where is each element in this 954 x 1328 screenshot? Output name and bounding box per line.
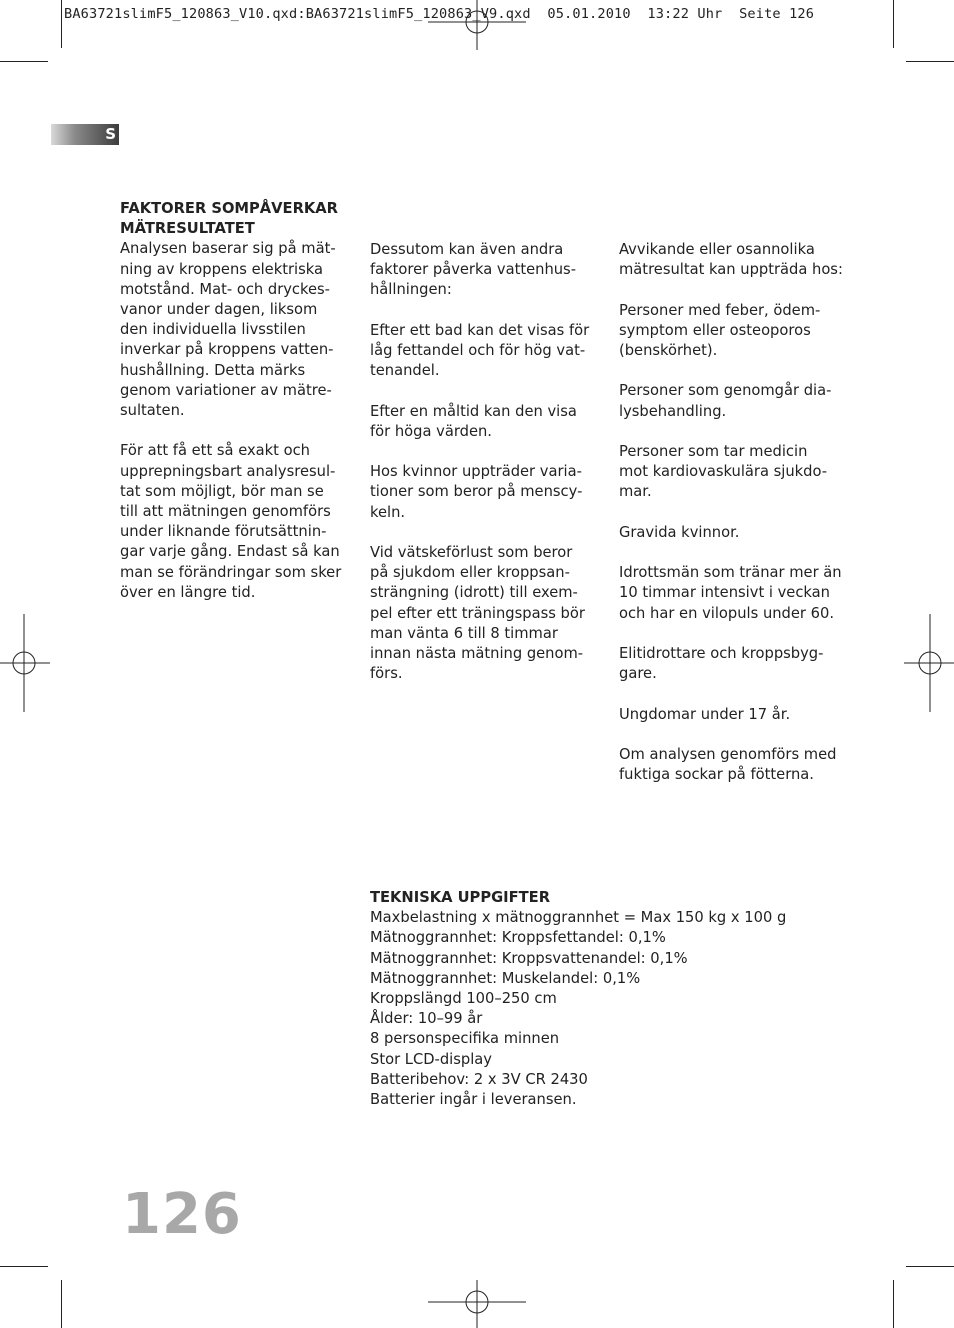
column-3 [619,240,859,806]
column-1 [120,199,350,623]
spec-line: Mätnoggrannhet: Kroppsfettandel: 0,1% [370,929,666,947]
column-2 [370,240,605,705]
technical-specs [370,888,850,1110]
paragraph: Avvikande eller osannolika mätresultat kan uppträda hos: [619,241,843,279]
registration-mark-right [904,614,954,712]
paragraph: Idrottsmän som tränar mer än 10 timmar intensivt i veckan och har en vilopuls under 60. [619,564,842,622]
tech-heading: TEKNISKA UPPGIFTER [370,889,551,906]
paragraph: Personer med feber, ödem- symptom eller osteoporos (benskörhet). [619,301,821,359]
language-code: S [105,125,116,143]
paragraph: Personer som genomgår dia- lysbehandling. [619,382,832,420]
spec-line: Kroppslängd 100–250 cm [370,990,557,1008]
paragraph: Vid vätskeförlust som beror på sjukdom eller kroppsan- strängning (idrott) till exem- pel efter ett träningspass bör man vänta 6 till 8 timmar innan nästa mätning genom- förs. [370,543,585,683]
spec-line: Batterier ingår i leveransen. [370,1091,577,1109]
section-heading: FAKTORER SOMPÅVERKAR MÄTRESULTATET [120,200,338,238]
print-slug: BA63721slimF5_120863_V10.qxd:BA63721slimF5_120863_V9.qxd 05.01.2010 13:22 Uhr Seite 126 [64,6,815,22]
spec-line: Ålder: 10–99 år [370,1010,483,1028]
registration-mark-left [0,614,50,712]
language-tab [51,124,119,145]
paragraph: För att få ett så exakt och upprepningsbart analysresul- tat som möjligt, bör man se till att mätningen genomförs under liknande förutsättnin- gar varje gång. Endast så kan man se förändringar som sker över en längre tid. [120,442,342,601]
spec-line: Mätnoggrannhet: Kroppsvattenandel: 0,1% [370,949,688,967]
paragraph: Elitidrottare och kroppsbyg- gare. [619,644,824,683]
paragraph: Efter ett bad kan det visas för låg fettandel och för hög vat- tenandel. [370,321,590,380]
paragraph: Efter en måltid kan den visa för höga värden. [370,402,577,440]
registration-mark-top [428,0,526,50]
page-number: 126 [122,1182,242,1247]
spec-line: Maxbelastning x mätnoggrannhet = Max 150 kg x 100 g [370,909,787,927]
registration-mark-bottom [428,1280,526,1328]
spec-line: Stor LCD-display [370,1050,492,1068]
paragraph: Dessutom kan även andra faktorer påverka vattenhus- hållningen: [370,241,577,299]
paragraph: Personer som tar medicin mot kardiovaskulära sjukdo- mar. [619,442,828,501]
paragraph: Gravida kvinnor. [619,523,740,541]
spec-line: Mätnoggrannhet: Muskelandel: 0,1% [370,969,641,987]
paragraph: Om analysen genomförs med fuktiga sockar på fötterna. [619,745,837,784]
spec-line: 8 personspecifika minnen [370,1030,560,1048]
spec-line: Batteribehov: 2 x 3V CR 2430 [370,1070,588,1088]
paragraph: Hos kvinnor uppträder varia- tioner som beror på menscy- keln. [370,463,583,521]
paragraph: Analysen baserar sig på mät- ning av kroppens elektriska motstånd. Mat- och dryckes- vanor under dagen, liksom den individuella livsstilen inverkar på kroppens vatten- hushållning. Detta märks genom variationer av mätre- sultaten. [120,240,336,420]
paragraph: Ungdomar under 17 år. [619,705,791,723]
